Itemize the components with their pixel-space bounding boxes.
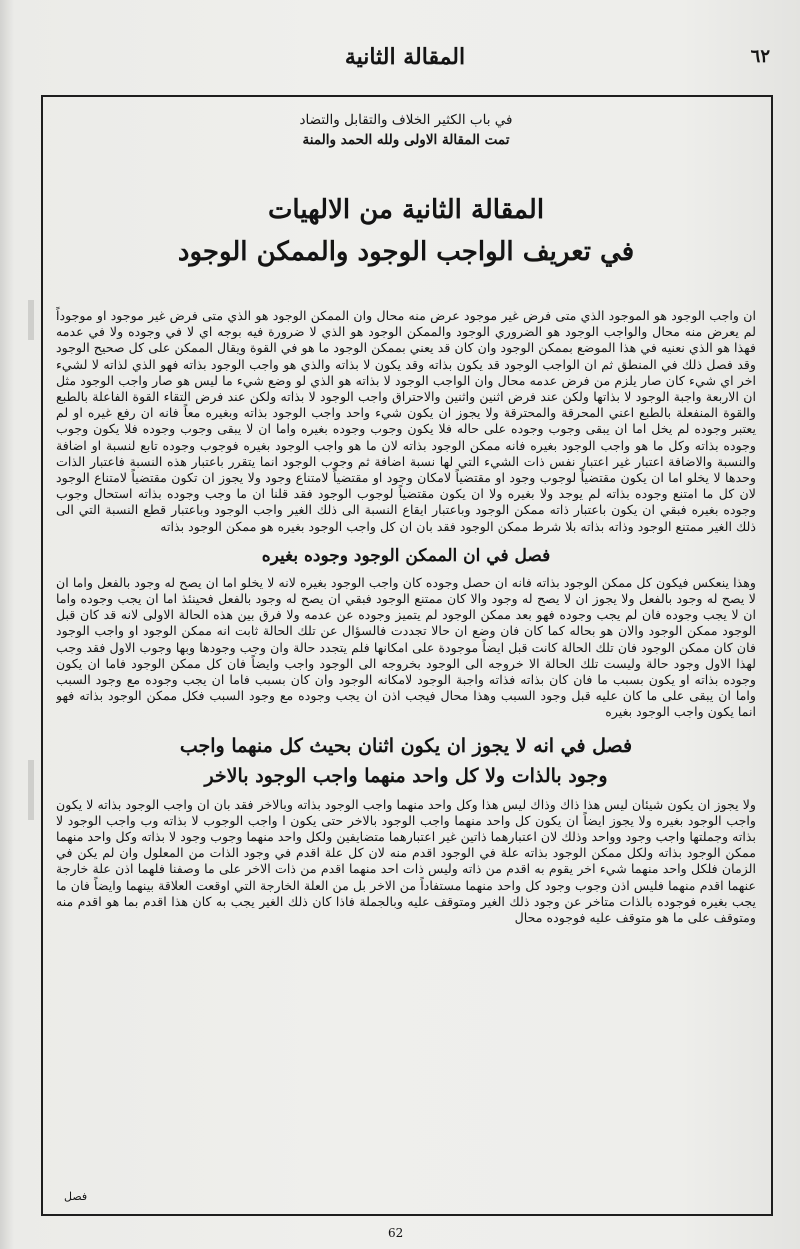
section-heading: وجود بالذات ولا كل واحد منهما واجب الوجود بالاخر [204, 764, 608, 787]
section-heading: فصل في انه لا يجوز ان يكون اثنان بحيث كل منهما واجب [179, 734, 633, 757]
closing-line: تمت المقالة الاولى ولله الحمد والمنة [302, 132, 510, 148]
scan-edge-shadow [28, 300, 34, 340]
scan-edge-shadow [28, 760, 34, 820]
page-header [40, 38, 770, 78]
chapter-title: في تعريف الواجب الوجود والممكن الوجود [177, 237, 635, 267]
body-paragraph: ولا يجوز ان يكون شيئان ليس هذا ذاك وذاك ليس هذا وكل واحد منهما واجب الوجود بذاته وبالاخر فقد بان ان واجب الوجود بذاته لا يكون واجب الوجود بغيره ولا يجوز ايضاً ان يكون كل واحد منهما واجب الوجود بالاخر حتى يكون ا واجب الوجوب لا بذاته وب واجب الوجود لا بذاته وجملتها واجب وجود وواحد وذلك لان اعتبارهما ذاتين غير اعتبارهما متضايفين ولكل واحد منهما وجوب وجود لا بذاته وكل واحد منهما ممكن الوجود بذاته ولكل ممكن الوجود بذاته علة في الوجود اقدم منه لان كل علة اقدم في وجود الذات من المعلول وان لم يكن في الزمان فلكل واحد منهما شيء اخر يقوم به اقدم من ذاته وليس ذات احد منهما اقدم من ذات الاخر على ما وصفنا فلهما اذن علة خارجة عنهما اقدم منهما فليس اذن وجوب وجود كل واحد منهما مستفاداً من الاخر بل من العلة الخارجة التي اوقعت العلاقة بينهما وايضاً فان ما يجب بغيره فوجوده بالذات متاخر عن وجود ذلك الغير ومتوقف عليه وبالجملة فاذا كان ذلك الغير يجب به كان هذا اقدم بما هو اقدم منه ومتوقف على ما هو متوقف عليه فوجوده محال [56, 796, 756, 926]
catchword: فصل [64, 1190, 88, 1203]
body-paragraph: ان واجب الوجود هو الموجود الذي متى فرض غير موجود عرض منه محال وان الممكن الوجود هو الذي متى فرض غير موجود او موجوداً لم يعرض منه محال والواجب الوجود هو الضروري الوجود والممكن الوجود هو الذي لا ضرورة فيه بوجه اي لا في وجوده ولا في عدمه فهذا هو الذي نعنيه في هذا الموضع بممكن الوجود وان كان قد يعني بممكن الوجود ما هو في القوة ويقال الممكن على كل صحيح الوجود وقد فصل ذلك في المنطق ثم ان الواجب الوجود قد يكون بذاته وقد يكون لا بذاته والذي هو واجب الوجود بذاته فهو الذي لذاته لا لشيء اخر اي شيء كان صار يلزم من فرض عدمه محال وان الواجب الوجود لا بذاته هو الذي لو وضع شيء ما ليس هو صار واجب الوجود مثل ان الاربعة واجبة الوجود لا بذاتها ولكن عند فرض اثنين واثنين والاحتراق واجب الوجود لا بذاته ولكن عند فرض التقاء القوة الفاعلة بالطبع والقوة المنفعلة بالطبع اعني المحرقة والمحترقة ولا يجوز ان يكون شيء واحد واجب الوجود بذاته وبغيره معاً فانه ان رفع غيره او لم يعتبر وجوده لم يخل اما ان يبقى وجوب وجوده على حاله فلا يكون وجوب وجوده بغيره واما ان لا يبقى وجوب وجوده فلا يكون وجوب وجوده بذاته وكل ما هو واجب الوجود بغيره فانه ممكن الوجود بذاته لان ما هو واجب الوجود بغيره فوجوب وجوده تابع لنسبة او اضافة والنسبة والاضافة اعتبار غير اعتبار نفس ذات الشيء التي لها نسبة اضافة ثم وجوب الوجود انما يتقرر باعتبار هذه النسبة فاعتبار الذات وحدها لا يخلو اما ان يكون مقتضياً لوجوب وجود او مقتضياً لامكان وجود او مقتضياً لامتناع وجود ولا يجوز ان تكون مقتضياً لامتناع الوجود لان كل ما امتنع وجوده بذاته لم يوجد ولا بغيره ولا ان يكون مقتضياً لوجوب الوجود فقد قلنا ان ما وجب وجوده بذاته استحال وجوب وجوده بغيره فبقي ان يكون باعتبار ذاته ممكن الوجود وباعتبار ايقاع النسبة الى ذلك الغير واجب الوجود وباعتبار قطع النسبة التي الى ذلك الغير ممتنع الوجود وذاته بذاته بلا شرط ممكن الوجود فقد بان ان كل واجب الوجود بغيره هو ممكن الوجود بذاته [56, 308, 756, 534]
running-title: المقالة الثانية [344, 44, 466, 70]
body-paragraph: وهذا ينعكس فيكون كل ممكن الوجود بذاته فانه ان حصل وجوده كان واجب الوجود بغيره لانه لا يخلو اما ان يصح له وجود بالفعل واما ان لا يصح له وجود بالفعل ولا يجوز ان لا يصح له وجود والا كان ممتنع الوجود فبقي ان يصح له وجود بالفعل فحينئذ اما ان يجب وجوده واما ان لا يجب وجوده فان لم يجب وجوده فهو بعد ممكن الوجود لم يتميز وجوده عن عدمه ولا فرق بين هذه الحالة الاولى لانه قد كان قبل الوجود ممكن الوجود والان هو بحاله كما كان فان وضع ان حالا تجددت فالسؤال عن تلك الحالة ثابت انه ممكن الوجود او واجب الوجود فان كان ممكن الوجود فان تلك الحالة كانت قبل ايضاً موجودة على امكانها فلم يتجدد حالة وان وجب وجودها وبها وجوب الاول فقد وجب لهذا الاول وجود حالة وليست تلك الحالة الا خروجه الى الوجود بخروجه الى الوجود واجب وايضاً فان كل ممكن الوجود فاما ان يكون وجوده بذاته او يكون بسبب ما فان كان بذاته فذاته واجبة الوجود لامكانه الوجود وان كان بسبب فاما ان يجب وجوده مع وجود السبب واما ان يبقى على ما كان عليه قبل وجود السبب وهذا محال فيجب اذن ان يجب وجوده مع وجود السبب فكل ممكن الوجود بذاته فهو انما يكون واجب الوجود بغيره [56, 574, 756, 720]
treatise-title: المقالة الثانية من الالهيات [267, 195, 545, 225]
section-heading: فصل في ان الممكن الوجود وجوده بغيره [261, 545, 551, 566]
text-block [56, 106, 756, 1206]
bottom-folio: 62 [388, 1226, 404, 1240]
page-number: ٦٢ [750, 46, 770, 67]
closing-line: في باب الكثير الخلاف والتقابل والتضاد [299, 112, 513, 128]
